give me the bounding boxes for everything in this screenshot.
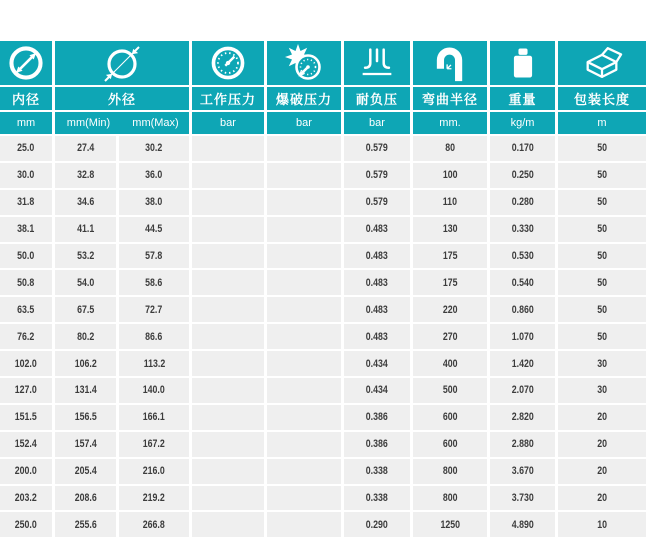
cell-inner-diameter: 200.0 [0, 459, 52, 484]
burst-gauge-icon [267, 41, 341, 85]
cell-inner-diameter: 38.1 [0, 217, 52, 242]
cell-outer-max: 219.2 [119, 486, 189, 511]
cell-burst-pressure [267, 432, 341, 457]
cell-bend-radius: 600 [413, 405, 487, 430]
unit-working-pressure: bar [192, 112, 264, 134]
cell-outer-max: 140.0 [119, 378, 189, 403]
cell-outer-min: 157.4 [55, 432, 116, 457]
cell-outer-max: 266.8 [119, 512, 189, 537]
cell-vacuum: 0.579 [344, 163, 410, 188]
col-header-bend-radius: 弯曲半径 [413, 87, 487, 110]
cell-outer-min: 205.4 [55, 459, 116, 484]
pressure-gauge-icon [192, 41, 264, 85]
cell-burst-pressure [267, 512, 341, 537]
unit-weight: kg/m [490, 112, 555, 134]
cell-outer-max: 113.2 [119, 351, 189, 376]
cell-burst-pressure [267, 244, 341, 269]
col-header-burst-pressure: 爆破压力 [267, 87, 341, 110]
col-header-working-pressure: 工作压力 [192, 87, 264, 110]
cell-outer-max: 167.2 [119, 432, 189, 457]
hose-spec-table [0, 41, 646, 537]
cell-outer-min: 41.1 [55, 217, 116, 242]
cell-working-pressure [192, 163, 264, 188]
cell-package-length: 30 [558, 351, 646, 376]
package-icon [558, 41, 646, 85]
cell-outer-max: 38.0 [119, 190, 189, 215]
cell-weight: 3.670 [490, 459, 555, 484]
cell-weight: 0.280 [490, 190, 555, 215]
cell-working-pressure [192, 324, 264, 349]
cell-weight: 0.170 [490, 136, 555, 161]
cell-working-pressure [192, 244, 264, 269]
unit-package-length: m [558, 112, 646, 134]
outer-diameter-icon [55, 41, 189, 85]
cell-burst-pressure [267, 324, 341, 349]
cell-bend-radius: 175 [413, 244, 487, 269]
cell-vacuum: 0.338 [344, 486, 410, 511]
cell-burst-pressure [267, 405, 341, 430]
cell-outer-max: 58.6 [119, 270, 189, 295]
cell-burst-pressure [267, 217, 341, 242]
cell-burst-pressure [267, 190, 341, 215]
unit-bend-radius: mm. [413, 112, 487, 134]
cell-outer-max: 72.7 [119, 297, 189, 322]
cell-weight: 1.070 [490, 324, 555, 349]
weight-icon [490, 41, 555, 85]
cell-outer-max: 216.0 [119, 459, 189, 484]
cell-weight: 2.070 [490, 378, 555, 403]
cell-inner-diameter: 250.0 [0, 512, 52, 537]
cell-vacuum: 0.483 [344, 244, 410, 269]
cell-bend-radius: 130 [413, 217, 487, 242]
cell-bend-radius: 175 [413, 270, 487, 295]
cell-outer-min: 32.8 [55, 163, 116, 188]
cell-package-length: 50 [558, 190, 646, 215]
cell-working-pressure [192, 351, 264, 376]
cell-vacuum: 0.483 [344, 270, 410, 295]
cell-bend-radius: 100 [413, 163, 487, 188]
cell-outer-min: 255.6 [55, 512, 116, 537]
cell-weight: 0.250 [490, 163, 555, 188]
cell-inner-diameter: 63.5 [0, 297, 52, 322]
cell-outer-min: 27.4 [55, 136, 116, 161]
cell-inner-diameter: 25.0 [0, 136, 52, 161]
cell-package-length: 20 [558, 432, 646, 457]
unit-burst-pressure: bar [267, 112, 341, 134]
cell-working-pressure [192, 190, 264, 215]
bend-radius-icon [413, 41, 487, 85]
cell-weight: 2.820 [490, 405, 555, 430]
cell-working-pressure [192, 270, 264, 295]
cell-package-length: 20 [558, 486, 646, 511]
cell-inner-diameter: 127.0 [0, 378, 52, 403]
cell-outer-max: 57.8 [119, 244, 189, 269]
cell-working-pressure [192, 405, 264, 430]
cell-package-length: 10 [558, 512, 646, 537]
cell-bend-radius: 800 [413, 459, 487, 484]
cell-working-pressure [192, 378, 264, 403]
vacuum-icon [344, 41, 410, 85]
cell-outer-min: 34.6 [55, 190, 116, 215]
cell-working-pressure [192, 512, 264, 537]
cell-bend-radius: 600 [413, 432, 487, 457]
cell-package-length: 20 [558, 459, 646, 484]
cell-vacuum: 0.290 [344, 512, 410, 537]
cell-bend-radius: 110 [413, 190, 487, 215]
cell-outer-min: 131.4 [55, 378, 116, 403]
cell-bend-radius: 220 [413, 297, 487, 322]
cell-burst-pressure [267, 378, 341, 403]
cell-working-pressure [192, 432, 264, 457]
cell-outer-min: 208.6 [55, 486, 116, 511]
cell-working-pressure [192, 136, 264, 161]
cell-bend-radius: 80 [413, 136, 487, 161]
cell-package-length: 50 [558, 270, 646, 295]
cell-burst-pressure [267, 270, 341, 295]
cell-outer-min: 54.0 [55, 270, 116, 295]
cell-burst-pressure [267, 486, 341, 511]
cell-vacuum: 0.579 [344, 190, 410, 215]
cell-bend-radius: 500 [413, 378, 487, 403]
cell-package-length: 50 [558, 324, 646, 349]
cell-inner-diameter: 50.0 [0, 244, 52, 269]
cell-burst-pressure [267, 163, 341, 188]
cell-outer-min: 67.5 [55, 297, 116, 322]
cell-weight: 0.540 [490, 270, 555, 295]
cell-vacuum: 0.434 [344, 351, 410, 376]
cell-inner-diameter: 152.4 [0, 432, 52, 457]
cell-outer-max: 30.2 [119, 136, 189, 161]
cell-weight: 0.330 [490, 217, 555, 242]
col-header-package-length: 包装长度 [558, 87, 646, 110]
col-header-vacuum: 耐负压 [344, 87, 410, 110]
cell-outer-min: 156.5 [55, 405, 116, 430]
cell-working-pressure [192, 459, 264, 484]
cell-package-length: 50 [558, 217, 646, 242]
cell-inner-diameter: 30.0 [0, 163, 52, 188]
cell-weight: 4.890 [490, 512, 555, 537]
cell-burst-pressure [267, 297, 341, 322]
cell-bend-radius: 1250 [413, 512, 487, 537]
cell-package-length: 30 [558, 378, 646, 403]
cell-vacuum: 0.386 [344, 405, 410, 430]
cell-weight: 0.530 [490, 244, 555, 269]
cell-inner-diameter: 151.5 [0, 405, 52, 430]
cell-package-length: 50 [558, 136, 646, 161]
col-header-weight: 重量 [490, 87, 555, 110]
cell-vacuum: 0.338 [344, 459, 410, 484]
inner-diameter-icon [0, 41, 52, 85]
cell-vacuum: 0.483 [344, 324, 410, 349]
unit-inner-diameter: mm [0, 112, 52, 134]
cell-inner-diameter: 31.8 [0, 190, 52, 215]
cell-outer-max: 166.1 [119, 405, 189, 430]
cell-package-length: 50 [558, 163, 646, 188]
col-header-outer-diameter: 外径 [55, 87, 189, 110]
cell-vacuum: 0.579 [344, 136, 410, 161]
unit-outer-diameter [55, 112, 189, 134]
cell-weight: 2.880 [490, 432, 555, 457]
cell-vacuum: 0.386 [344, 432, 410, 457]
cell-package-length: 50 [558, 244, 646, 269]
cell-inner-diameter: 102.0 [0, 351, 52, 376]
cell-burst-pressure [267, 136, 341, 161]
col-header-inner-diameter: 内径 [0, 87, 52, 110]
cell-working-pressure [192, 486, 264, 511]
cell-bend-radius: 270 [413, 324, 487, 349]
cell-weight: 3.730 [490, 486, 555, 511]
cell-outer-max: 44.5 [119, 217, 189, 242]
cell-outer-min: 53.2 [55, 244, 116, 269]
unit-vacuum: bar [344, 112, 410, 134]
cell-inner-diameter: 76.2 [0, 324, 52, 349]
cell-vacuum: 0.434 [344, 378, 410, 403]
cell-inner-diameter: 50.8 [0, 270, 52, 295]
cell-outer-min: 106.2 [55, 351, 116, 376]
cell-vacuum: 0.483 [344, 217, 410, 242]
cell-burst-pressure [267, 459, 341, 484]
cell-bend-radius: 800 [413, 486, 487, 511]
cell-outer-max: 36.0 [119, 163, 189, 188]
cell-bend-radius: 400 [413, 351, 487, 376]
cell-vacuum: 0.483 [344, 297, 410, 322]
cell-package-length: 50 [558, 297, 646, 322]
cell-burst-pressure [267, 351, 341, 376]
cell-weight: 0.860 [490, 297, 555, 322]
unit-outer-min: mm(Min) [66, 117, 111, 129]
cell-package-length: 20 [558, 405, 646, 430]
cell-outer-min: 80.2 [55, 324, 116, 349]
unit-outer-max: mm(Max) [132, 117, 179, 129]
cell-working-pressure [192, 297, 264, 322]
cell-working-pressure [192, 217, 264, 242]
cell-inner-diameter: 203.2 [0, 486, 52, 511]
cell-weight: 1.420 [490, 351, 555, 376]
cell-outer-max: 86.6 [119, 324, 189, 349]
